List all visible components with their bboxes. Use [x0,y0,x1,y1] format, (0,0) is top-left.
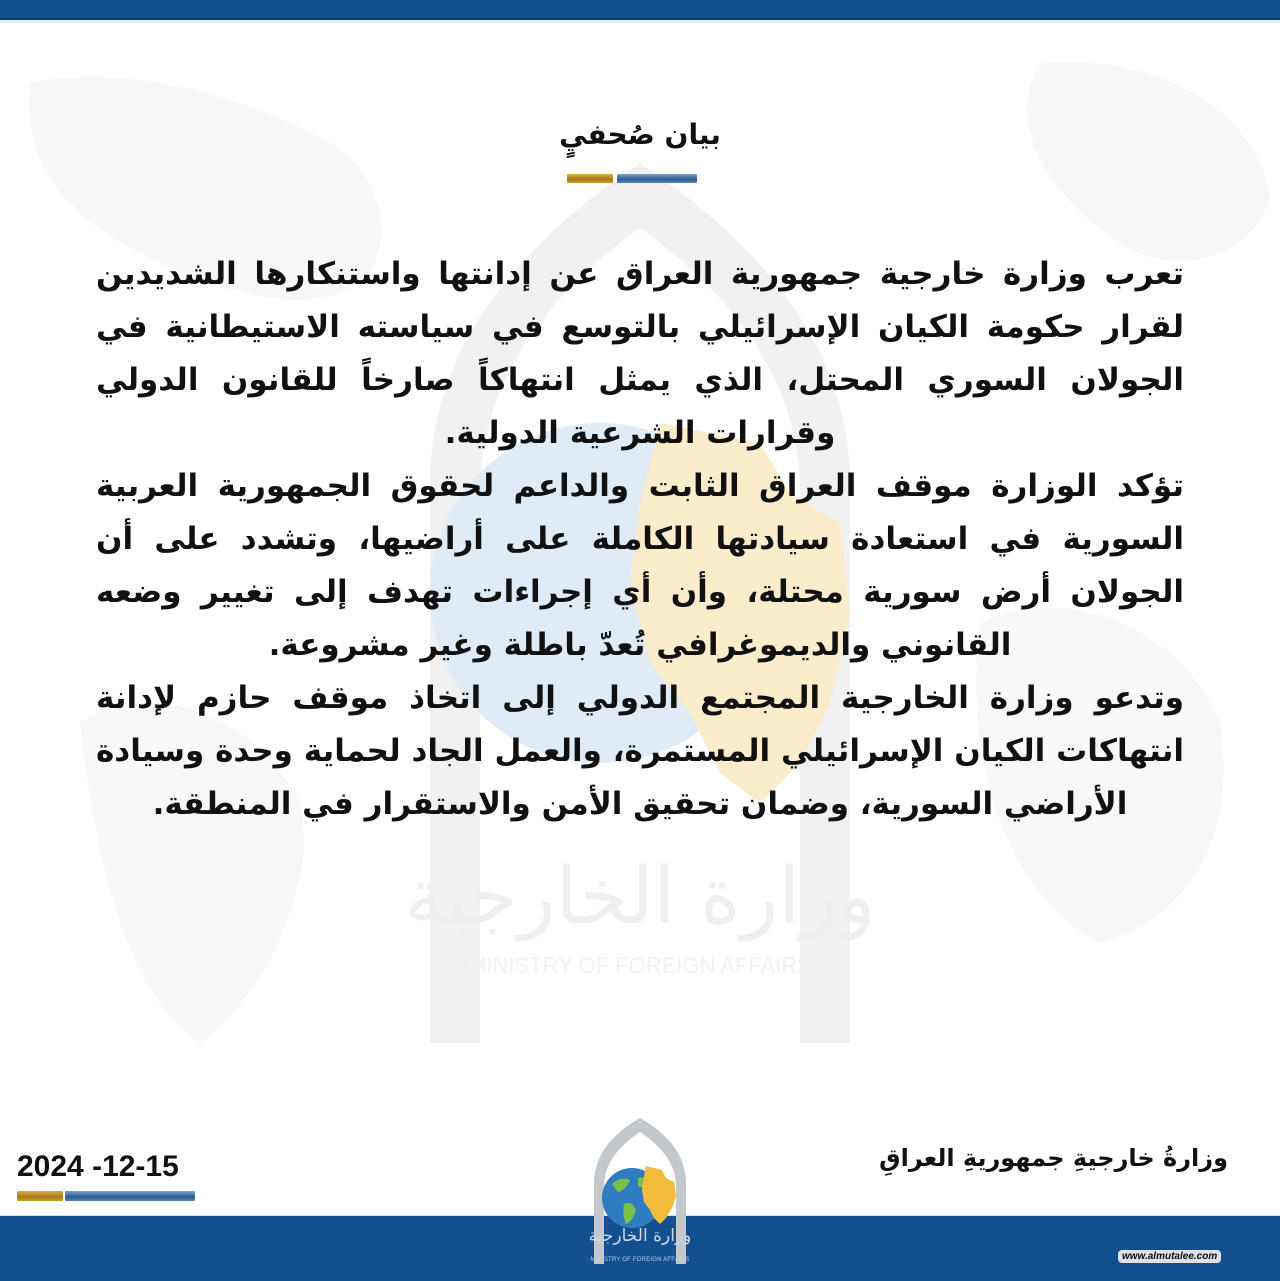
top-blue-bar [0,0,1280,20]
ministry-logo [580,1114,700,1280]
statement-paragraph: وتدعو وزارة الخارجية المجتمع الدولي إلى اتخاذ موقف حازم لإدانة انتهاكات الكيان الإسرائيلي المستمرة، والعمل الجاد لحماية وحدة وسيادة الأراضي السورية، وضمان تحقيق الأمن والاستقرار في المنطقة. [96,680,1184,822]
ministry-signature: وزارةُ خارجيةِ جمهوريةِ العراقِ [879,1144,1228,1172]
gold-bar [17,1191,63,1201]
logo-arabic-name: وزارة الخارجية [588,1226,692,1246]
blue-bar [617,174,697,183]
statement-paragraph: تؤكد الوزارة موقف العراق الثابت والداعم لحقوق الجمهورية العربية السورية في استعادة سيادتها الكاملة على أراضيها، وتشدد على أن الجولان أرض سورية محتلة، وأن أي إجراءات تهدف إلى تغيير وضعه القانوني والديموغرافي تُعدّ باطلة وغير مشروعة. [96,468,1184,663]
statement-paragraph: تعرب وزارة خارجية جمهورية العراق عن إدانتها واستنكارها الشديدين لقرار حكومة الكيان الإسرائيلي بالتوسع في سياسته الاستيطانية في الجولان السوري المحتل، الذي يمثل انتهاكاً صارخاً للقانون الدولي وقرارات الشرعية الدولية. [96,256,1184,451]
website-watermark: www.almutalee.com [1118,1250,1221,1263]
emblem-english-text-watermark: MINISTRY OF FOREIGN AFFAIRS [468,953,812,978]
gold-bar [567,174,613,183]
emblem-arabic-text-watermark: وزارة الخارجية [404,852,876,942]
release-date: 2024 -12-15 [17,1150,179,1183]
blue-bar [65,1191,195,1201]
logo-english-name: MINISTRY OF FOREIGN AFFAIRS [590,1257,690,1263]
press-release-title: بيان صُحفيٍ [559,118,721,151]
title-underline-bars [567,174,699,183]
statement-body [96,248,1184,831]
date-underline-bars [17,1191,195,1201]
